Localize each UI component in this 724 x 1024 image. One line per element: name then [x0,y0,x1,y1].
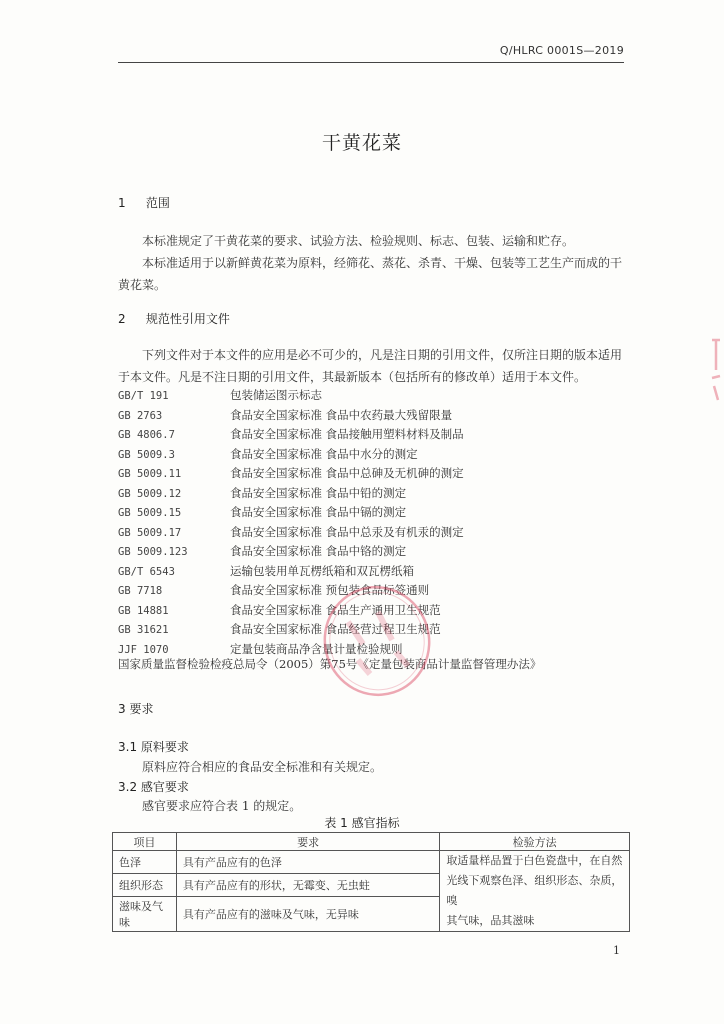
cell-requirement: 具有产品应有的滋味及气味，无异味 [176,897,439,932]
reference-name: 食品安全国家标准 食品中总砷及无机砷的测定 [230,466,464,480]
reference-item [118,562,638,582]
scope-paragraph-2: 本标准适用于以新鲜黄花菜为原料，经筛花、蒸花、杀青、干燥、包装等工艺生产而成的干黄花菜。 [118,256,623,292]
reference-name: 食品安全国家标准 食品中铬的测定 [230,544,407,558]
sensory-table [112,832,630,932]
reference-name: 食品安全国家标准 食品中总汞及有机汞的测定 [230,524,464,539]
subsection-title: 原料要求 [140,740,189,754]
reference-name: 食品安全国家标准 食品中镉的测定 [230,505,407,519]
reference-code: GB 14881 [118,604,169,617]
reference-item [118,406,638,426]
reference-code: JJF 1070 [118,643,169,656]
cell-requirement: 具有产品应有的色泽 [176,851,439,874]
cell-requirement: 具有产品应有的形状，无霉变、无虫蛀 [176,874,439,897]
reference-item [118,386,638,406]
subsection-number: 3.2 [118,780,138,794]
header-requirement: 要求 [176,833,439,851]
reference-name: 包装储运图示标志 [230,388,322,402]
reference-name: 食品安全国家标准 食品生产通用卫生规范 [230,602,441,617]
reference-code: GB 7718 [118,585,163,597]
reference-item [118,542,638,562]
reference-code: GB 31621 [118,624,169,636]
section-3-heading [118,700,153,717]
method-line: 取适量样品置于白色瓷盘中，在自然 [446,854,623,867]
raw-material-text: 原料应符合相应的食品安全标准和有关规定。 [142,760,383,774]
edge-stamp-mark [708,330,724,410]
reference-item [118,425,638,445]
section-2-heading [118,310,230,327]
reference-item [118,445,638,465]
document-title: 干黄花菜 [321,132,402,154]
reference-name: 食品安全国家标准 食品经营过程卫生规范 [230,622,441,636]
reference-item [118,503,638,523]
reference-name: 运输包装用单瓦楞纸箱和双瓦楞纸箱 [230,563,414,578]
section-title: 要求 [129,702,154,716]
subsection-title: 感官要求 [140,780,189,794]
table-caption: 表 1 感官指标 [324,816,400,830]
reference-name: 食品安全国家标准 食品中铅的测定 [230,485,407,500]
reference-code: GB 5009.3 [118,448,175,461]
table-row [113,851,630,874]
table-header-row [113,833,630,851]
section-title: 规范性引用文件 [145,312,230,326]
reference-item [118,464,638,484]
sensory-text: 感官要求应符合表 1 的规定。 [142,799,302,813]
reference-name: 定量包装商品净含量计量检验规则 [230,641,403,656]
method-line: 其气味，品其滋味 [446,914,535,927]
reference-name: 食品安全国家标准 预包装食品标签通则 [230,583,430,597]
reference-code: GB 4806.7 [118,429,175,441]
reference-code: GB 5009.11 [118,468,182,480]
reference-code: GB 5009.123 [118,546,188,558]
header-item: 项目 [113,833,177,851]
reference-name: 食品安全国家标准 食品中农药最大残留限量 [230,407,453,422]
cell-item: 色泽 [113,851,177,874]
page-number: 1 [613,944,620,957]
reference-code: GB 5009.17 [118,526,182,539]
scope-paragraph-1: 本标准规定了干黄花菜的要求、试验方法、检验规则、标志、包装、运输和贮存。 [142,234,575,248]
reference-code: GB/T 191 [118,390,169,402]
reference-code: GB 5009.12 [118,487,182,500]
reference-item [118,484,638,504]
subsection-number: 3.1 [118,740,138,754]
reference-code: GB 2763 [118,409,163,422]
subsection-3-2-heading [118,778,189,795]
section-title: 范围 [145,196,170,210]
reference-code: GB 5009.15 [118,507,182,519]
subsection-3-1-heading [118,738,189,755]
section-number: 1 [118,196,126,210]
section-1-heading [118,194,170,211]
section-number: 2 [118,312,126,326]
cell-item: 组织形态 [113,874,177,897]
normative-intro: 下列文件对于本文件的应用是必不可少的，凡是注日期的引用文件，仅所注日期的版本适用于本文件。凡是不注日期的引用文件，其最新版本（包括所有的修改单）适用于本文件。 [118,348,623,384]
reference-name: 食品安全国家标准 食品中水分的测定 [230,446,418,461]
header-rule [118,62,624,63]
cell-item: 滋味及气味 [113,897,177,932]
header-method: 检验方法 [440,833,630,851]
seal-stamp [318,582,436,700]
method-line: 光线下观察色泽、组织形态、杂质，嗅 [446,874,623,907]
section-number: 3 [118,702,126,716]
reference-item [118,523,638,543]
standard-number: Q/HLRC 0001S—2019 [499,44,624,57]
reference-name: 食品安全国家标准 食品接触用塑料材料及制品 [230,427,464,441]
reference-code: GB/T 6543 [118,565,175,578]
cell-method [440,851,630,932]
decree-reference: 国家质量监督检验检疫总局令（2005）第75号《定量包装商品计量监督管理办法》 [118,657,542,671]
